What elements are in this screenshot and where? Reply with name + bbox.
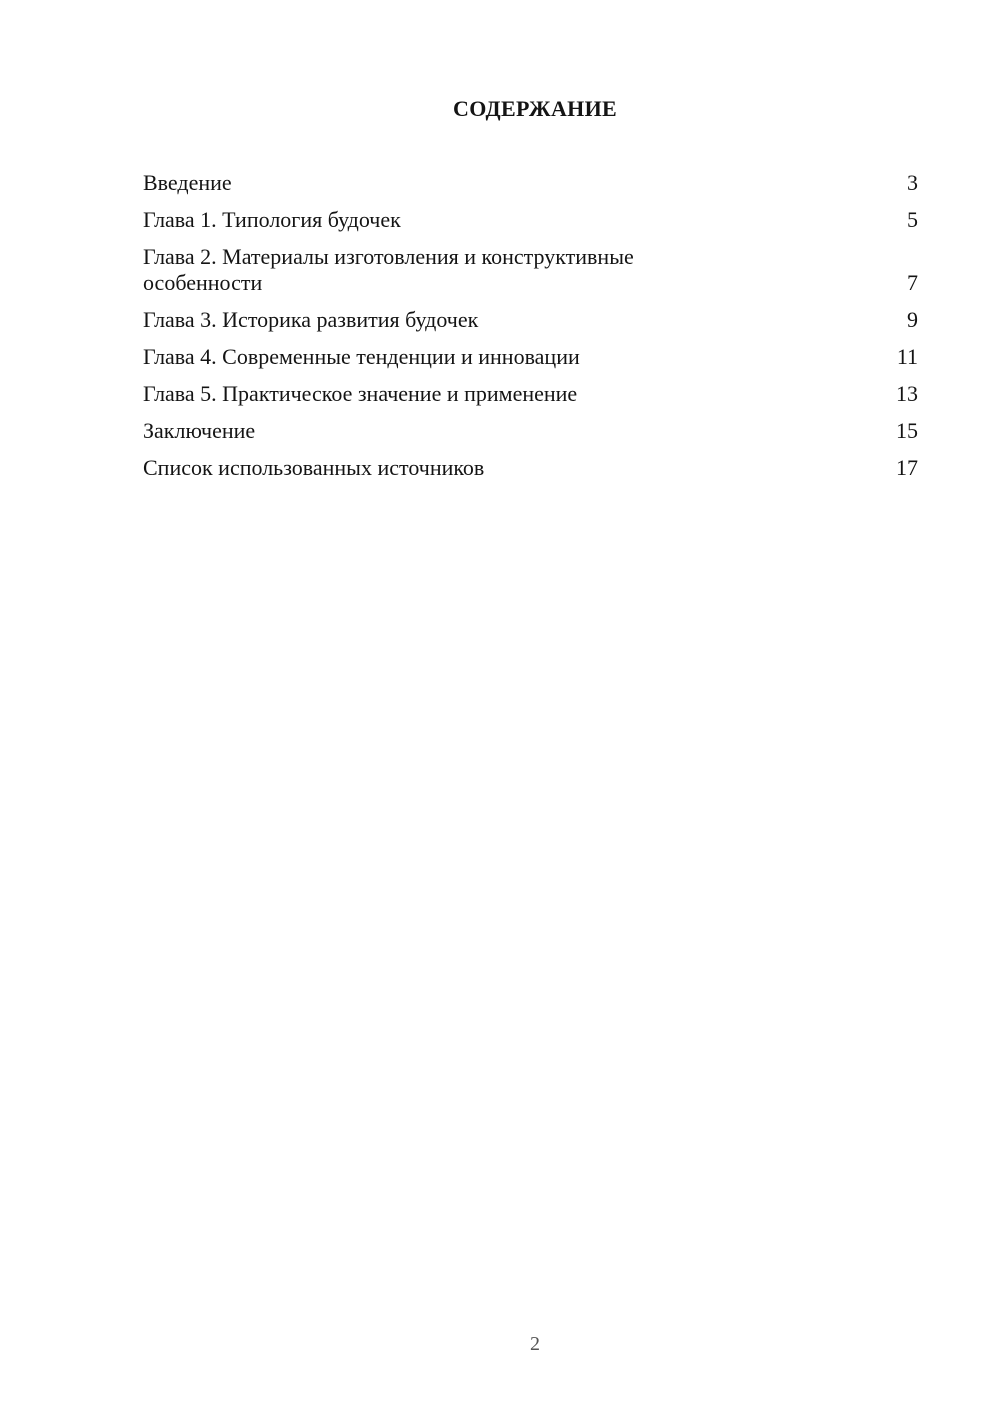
toc-entry-page: 13: [896, 381, 918, 406]
page-number: 2: [530, 1333, 540, 1355]
toc-entry-label: Глава 2. Материалы изготовления и конструктивные особенности: [143, 244, 634, 295]
toc-entry-page: 5: [907, 207, 918, 232]
toc-entry-label: Список использованных источников: [143, 455, 485, 480]
toc-entry-page: 15: [896, 418, 918, 443]
toc-entry-label: Введение: [143, 170, 232, 195]
toc-entry-chapter-3[interactable]: [143, 307, 918, 333]
toc-entry-chapter-5[interactable]: [143, 381, 918, 407]
toc-entry-references[interactable]: [143, 455, 918, 481]
toc-entry-label: Глава 5. Практическое значение и применение: [143, 381, 578, 406]
toc-entry-page: 11: [896, 344, 918, 369]
toc-entry-conclusion[interactable]: [143, 418, 918, 444]
toc-entry-chapter-4[interactable]: [143, 344, 918, 370]
toc-entry-introduction[interactable]: [143, 170, 918, 196]
toc-entry-label: Глава 4. Современные тенденции и инновации: [143, 344, 580, 369]
toc-entry-page: 17: [896, 455, 918, 480]
toc-entry-label: Заключение: [143, 418, 256, 443]
toc-entry-chapter-1[interactable]: [143, 207, 918, 233]
page-title: СОДЕРЖАНИЕ: [453, 96, 617, 121]
toc-entry-chapter-2[interactable]: [143, 244, 918, 296]
toc-entry-page: 7: [907, 270, 918, 295]
toc-entry-label: Глава 3. Историка развития будочек: [143, 307, 479, 332]
toc-entry-label: Глава 1. Типология будочек: [143, 207, 401, 232]
toc-entry-page: 9: [907, 307, 918, 332]
table-of-contents: [143, 170, 918, 492]
toc-entry-page: 3: [907, 170, 918, 195]
